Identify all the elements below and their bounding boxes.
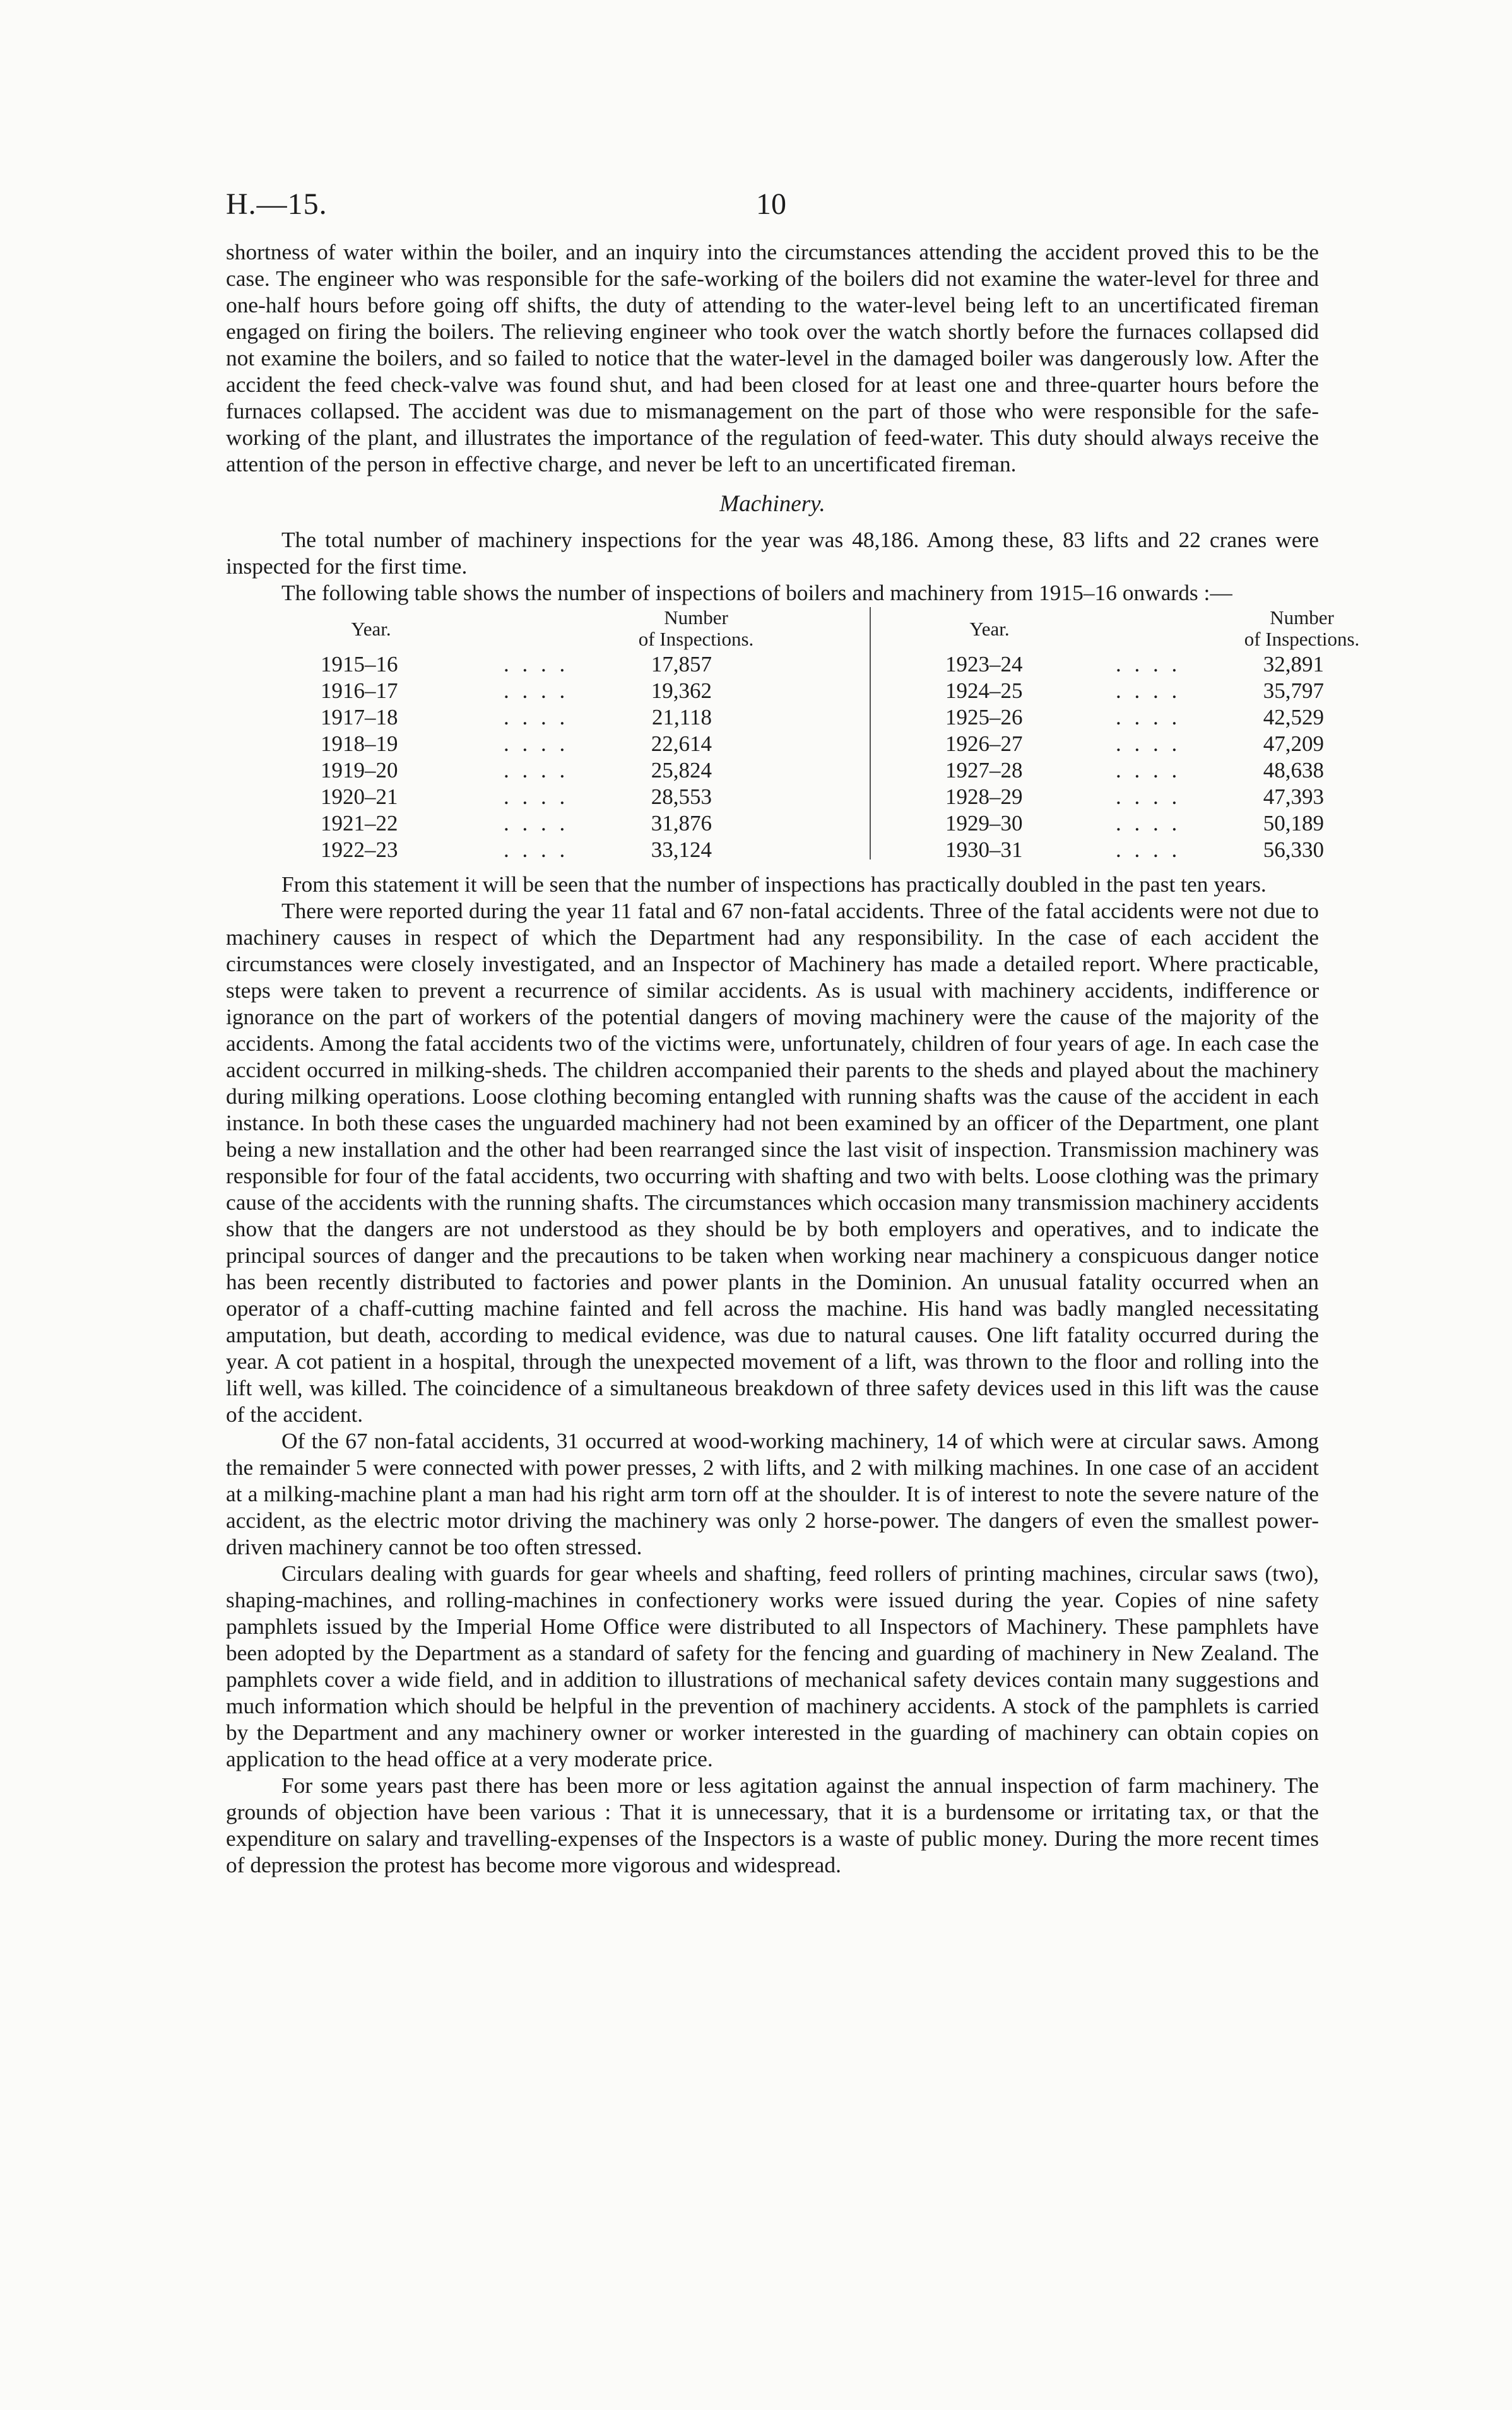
table-cell-year: 1920–21 <box>321 784 398 809</box>
paragraph: Of the 67 non-fatal accidents, 31 occurred at wood-working machinery, 14 of which were at circular saws. Among the remainder 5 were connected with power presses, 2 with lifts, and 2 with milking machines. In one case of an accident at a milking-machine plant a man had his right arm torn off at the shoulder. It is of interest to note the severe nature of the accident, as the electric motor driving the machinery was only 2 horse-power. The dangers of even the smallest power-driven machinery cannot be too often stressed. <box>226 1428 1319 1559</box>
table-leader-dots: . . . . <box>504 837 569 862</box>
table-cell-value: 17,857 <box>651 652 712 676</box>
column-divider <box>870 607 871 859</box>
inspections-table <box>321 606 1360 865</box>
table-cell-year: 1917–18 <box>321 705 398 729</box>
table-leader-dots: . . . . <box>1116 784 1181 809</box>
table-cell-year: 1915–16 <box>321 652 398 676</box>
table-leader-dots: . . . . <box>1116 811 1181 836</box>
column-header-year-left: Year. <box>351 618 391 640</box>
column-header-number-right: Number of Inspections. <box>1244 606 1360 650</box>
table-leader-dots: . . . . <box>504 652 569 676</box>
table-cell-value: 48,638 <box>1263 758 1324 783</box>
table-cell-value: 33,124 <box>651 837 712 862</box>
paragraph: There were reported during the year 11 fatal and 67 non-fatal accidents. Three of the fatal accidents were not due to machinery causes in respect of which the Department had any responsibility. In the case of each accident the circumstances were closely investigated, and an Inspector of Machinery has made a detailed report. Where practicable, steps were taken to prevent a recurrence of similar accidents. As is usual with machinery accidents, indifference or ignorance on the part of workers of the potential dangers of moving machinery were the cause of the majority of the accidents. Among the fatal accidents two of the victims were, unfortunately, children of four years of age. In each case the accident occurred in milking-sheds. The children accompanied their parents to the sheds and played about the machinery during milking operations. Loose clothing becoming entangled with running shafts was the cause of the accident in each instance. In both these cases the unguarded machinery had not been examined by an officer of the Department, one plant being a new installation and the other had been rearranged since the last visit of inspection. Transmission machinery was responsible for four of the fatal accidents, two occurring with shafting and two with belts. Loose clothing was the primary cause of the accidents with the running shafts. The circumstances which occasion many transmission machinery accidents show that the dangers are not understood as they should be by both employers and operatives, and to indicate the principal sources of danger and the precautions to be taken when working near machinery a conspicuous danger notice has been recently distributed to factories and power plants in the Dominion. An unusual fatality occurred when an operator of a chaff-cutting machine fainted and fell across the machine. His hand was badly mangled necessitating amputation, but death, according to medical evidence, was due to natural causes. One lift fatality occurred during the year. A cot patient in a hospital, through the unexpected movement of a lift, was thrown to the floor and rolling into the lift well, was killed. The coincidence of a simultaneous breakdown of three safety devices used in this lift was the cause of the accident. <box>226 898 1319 1427</box>
section-heading: Machinery. <box>719 491 825 517</box>
table-leader-dots: . . . . <box>1116 731 1181 756</box>
table-leader-dots: . . . . <box>1116 678 1181 703</box>
table-leader-dots: . . . . <box>1116 705 1181 729</box>
table-cell-value: 22,614 <box>651 731 712 756</box>
table-cell-value: 50,189 <box>1263 811 1324 836</box>
table-cell-year: 1924–25 <box>945 678 1023 703</box>
continued-paragraph: shortness of water within the boiler, and an inquiry into the circumstances attending the accident proved this to be the case. The engineer who was responsible for the safe-working of the boilers did not examine the water-level for three and one-half hours before going off shifts, the duty of attending to the water-level being left to an uncertificated fireman engaged on firing the boilers. The relieving engineer who took over the watch shortly before the furnaces collapsed did not examine the boilers, and so failed to notice that the water-level in the damaged boiler was dangerously low. After the accident the feed check-valve was found shut, and had been closed for at least one and three-quarter hours before the furnaces collapsed. The accident was due to mismanagement on the part of those who were responsible for the safe-working of the plant, and illustrates the importance of the regulation of feed-water. This duty should always receive the attention of the person in effective charge, and never be left to an uncertificated fireman. <box>226 239 1319 476</box>
table-cell-year: 1929–30 <box>945 811 1023 836</box>
table-cell-value: 31,876 <box>651 811 712 836</box>
table-cell-year: 1916–17 <box>321 678 398 703</box>
table-leader-dots: . . . . <box>504 705 569 729</box>
table-cell-year: 1919–20 <box>321 758 398 783</box>
table-leader-dots: . . . . <box>1116 652 1181 676</box>
column-header-year-right: Year. <box>969 618 1010 640</box>
page-number: 10 <box>756 187 786 221</box>
paragraph: The following table shows the number of inspections of boilers and machinery from 1915–16 onwards :— <box>281 580 1232 605</box>
table-leader-dots: . . . . <box>504 811 569 836</box>
table-cell-year: 1928–29 <box>945 784 1023 809</box>
paragraph: From this statement it will be seen that the number of inspections has practically doubled in the past ten years. <box>281 871 1267 897</box>
table-cell-year: 1930–31 <box>945 837 1023 862</box>
table-cell-value: 19,362 <box>651 678 712 703</box>
table-cell-year: 1923–24 <box>945 652 1023 676</box>
table-cell-year: 1927–28 <box>945 758 1023 783</box>
table-cell-value: 21,118 <box>652 705 712 729</box>
table-cell-value: 47,209 <box>1263 731 1324 756</box>
document-reference: H.—15. <box>226 187 328 221</box>
table-leader-dots: . . . . <box>504 731 569 756</box>
table-cell-value: 28,553 <box>651 784 712 809</box>
table-leader-dots: . . . . <box>504 678 569 703</box>
table-cell-value: 42,529 <box>1263 705 1324 729</box>
table-cell-value: 25,824 <box>651 758 712 783</box>
table-cell-year: 1921–22 <box>321 811 398 836</box>
table-cell-value: 56,330 <box>1263 837 1324 862</box>
table-cell-value: 47,393 <box>1263 784 1324 809</box>
table-leader-dots: . . . . <box>1116 758 1181 783</box>
table-leader-dots: . . . . <box>504 784 569 809</box>
paragraph: Circulars dealing with guards for gear wheels and shafting, feed rollers of printing machines, circular saws (two), shaping-machines, and rolling-machines in confectionery works were issued during the year. Copies of nine safety pamphlets issued by the Imperial Home Office were distributed to all Inspectors of Machinery. These pamphlets have been adopted by the Department as a standard of safety for the fencing and guarding of machinery in New Zealand. The pamphlets cover a wide field, and in addition to illustrations of mechanical safety devices contain many suggestions and much information which should be helpful in the prevention of machinery accidents. A stock of the pamphlets is carried by the Department and any machinery owner or worker interested in the guarding of machinery can obtain copies on application to the head office at a very moderate price. <box>226 1561 1319 1771</box>
table-cell-value: 35,797 <box>1263 678 1324 703</box>
table-leader-dots: . . . . <box>1116 837 1181 862</box>
paragraph: For some years past there has been more or less agitation against the annual inspection of farm machinery. The grounds of objection have been various : That it is unnecessary, that it is a burdensome or irritating tax, or that the expenditure on salary and travelling-expenses of the Inspectors is a waste of public money. During the more recent times of depression the protest has become more vigorous and widespread. <box>226 1773 1319 1877</box>
document-body <box>226 239 1360 1878</box>
table-cell-value: 32,891 <box>1263 652 1324 676</box>
table-cell-year: 1918–19 <box>321 731 398 756</box>
table-cell-year: 1925–26 <box>945 705 1023 729</box>
paragraph: The total number of machinery inspections for the year was 48,186. Among these, 83 lifts and 22 cranes were inspected for the first time. <box>226 527 1319 579</box>
table-cell-year: 1926–27 <box>945 731 1023 756</box>
column-header-number-left: Number of Inspections. <box>638 606 754 650</box>
table-cell-year: 1922–23 <box>321 837 398 862</box>
table-leader-dots: . . . . <box>504 758 569 783</box>
